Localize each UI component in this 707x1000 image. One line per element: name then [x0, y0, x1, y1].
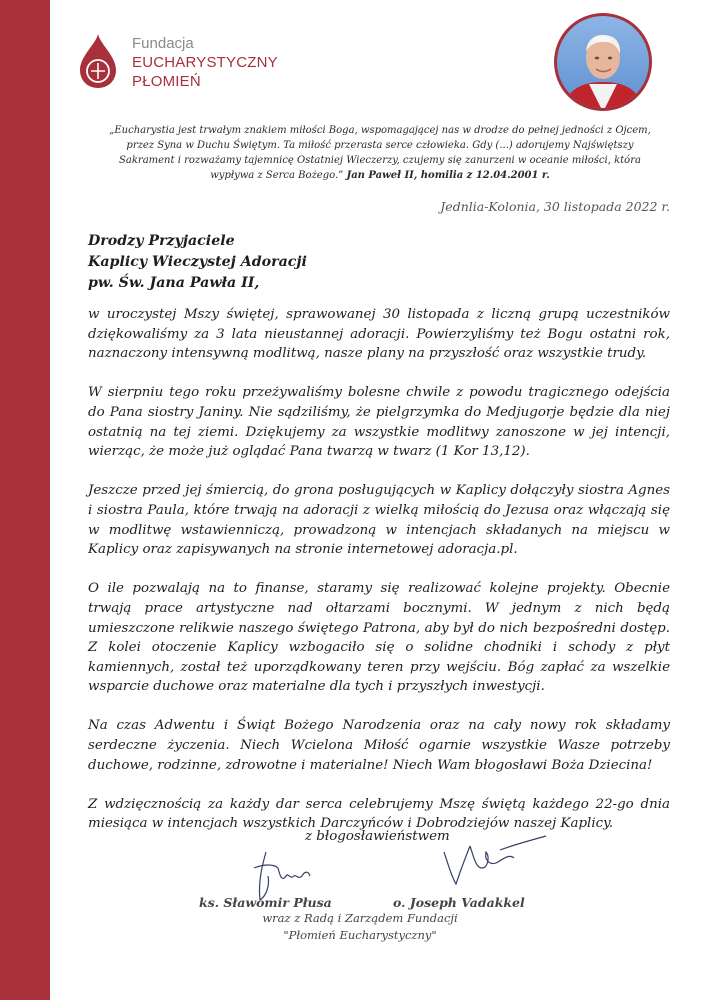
flame-drop-icon: [76, 32, 120, 90]
body-paragraph: Jeszcze przed jej śmiercią, do grona posługujących w Kaplicy dołączyły siostra Agnes i siostra Paula, które trwają na adoracji z wielką miłością do Jezusa oraz włączają się w modlitwę wstawienniczą, prowadzoną w intencjach składanych na miejscu w Kaplicy oraz zapisywanych na stronie internetowej adoracja.pl.: [88, 483, 670, 558]
footer-line: wraz z Radą i Zarządem Fundacji: [262, 911, 458, 925]
signer-name: o. Joseph Vadakkel: [393, 895, 525, 910]
body-paragraph: O ile pozwalają na to finanse, staramy się realizować kolejne projekty. Obecnie trwają prace artystyczne nad ołtarzami bocznymi. W jednym z nich będą umieszczone relikwie naszego świętego Patrona, aby był do nich bezpośredni dostęp. Z kolei otoczenie Kaplicy wzbogaciło się o solidne chodniki i schody z płyt kamiennych, został też uporządkowany teren przy wejściu. Bóg zapłać za wszelkie wsparcie duchowe oraz materialne dla tych i przyszłych inwestycji.: [88, 581, 670, 695]
quote-text: „Eucharystia jest trwałym znakiem miłości Boga, wspomagającej nas w drodze do pełnej jedności z Ojcem, przez Syna w Duchu Świętym. Ta miłość przerasta serce człowieka. Gdy (...) adorujemy Najświętszy Sakrament i rozważamy tajemnicę Ostatniej Wieczerzy, czujemy się zanurzeni w oceanie miłości, która wypływa z Serca Bożego.”: [109, 125, 651, 181]
logo-line-eucharystyczny: EUCHARYSTYCZNY: [132, 54, 278, 71]
greeting-line: Drodzy Przyjaciele: [88, 233, 235, 249]
body-paragraph: Na czas Adwentu i Świąt Bożego Narodzenia oraz na cały nowy rok składamy serdeczne życzenia. Niech Wcielona Miłość ogarnie wszystkie Wasze potrzeby duchowe, rodzinne, zdrowotne i materialne! Niech Wam błogosławi Boża Dziecina!: [88, 718, 670, 773]
left-accent-bar: [0, 0, 50, 1000]
body-paragraph: w uroczystej Mszy świętej, sprawowanej 30 listopada z liczną grupą uczestników dziękowaliśmy za 3 lata nieustannej adoracji. Powierzyliśmy też Bogu ostatni rok, naznaczony intensywną modlitwą, nasze plany na przyszłość oraz wszystkie trudy.: [88, 307, 670, 362]
footer-line: "Płomień Eucharystyczny": [283, 928, 437, 942]
letter-date: Jednlia-Kolonia, 30 listopada 2022 r.: [440, 199, 670, 214]
greeting: [88, 231, 488, 294]
logo-line-plomien: PŁOMIEŃ: [132, 73, 201, 90]
greeting-line: pw. Św. Jana Pawła II,: [88, 275, 260, 291]
body-paragraph: Z wdzięcznością za każdy dar serca celebrujemy Mszę świętą każdego 22-go dnia miesiąca w intencjach wszystkich Darczyńców i Dobrodziejów naszej Kaplicy.: [88, 796, 670, 832]
body-paragraph: W sierpniu tego roku przeżywaliśmy bolesne chwile z powodu tragicznego odejścia do Pana siostry Janiny. Nie sądziliśmy, że pielgrzymka do Medjugorje będzie dla niej ostatnią na tej ziemi. Dziękujemy za wszystkie modlitwy zanoszone w jej intencji, wierząc, że może już oglądać Pana twarzą w twarz (1 Kor 13,12).: [88, 385, 670, 460]
letter-body: [88, 305, 670, 834]
closing-phrase: z błogosławieństwem: [305, 829, 450, 844]
quote-author: Jan Paweł II, homilia z 12.04.2001 r.: [346, 170, 550, 181]
pope-quote: [100, 123, 660, 183]
logo-wordmark: [132, 34, 278, 91]
foundation-logo: [76, 30, 296, 100]
signature-vadakkel: [440, 832, 550, 892]
portrait-image: [553, 12, 653, 112]
logo-line-fundacja: Fundacja: [132, 35, 194, 52]
signer-name: ks. Sławomir Płusa: [199, 895, 332, 910]
greeting-line: Kaplicy Wieczystej Adoracji: [88, 254, 307, 270]
